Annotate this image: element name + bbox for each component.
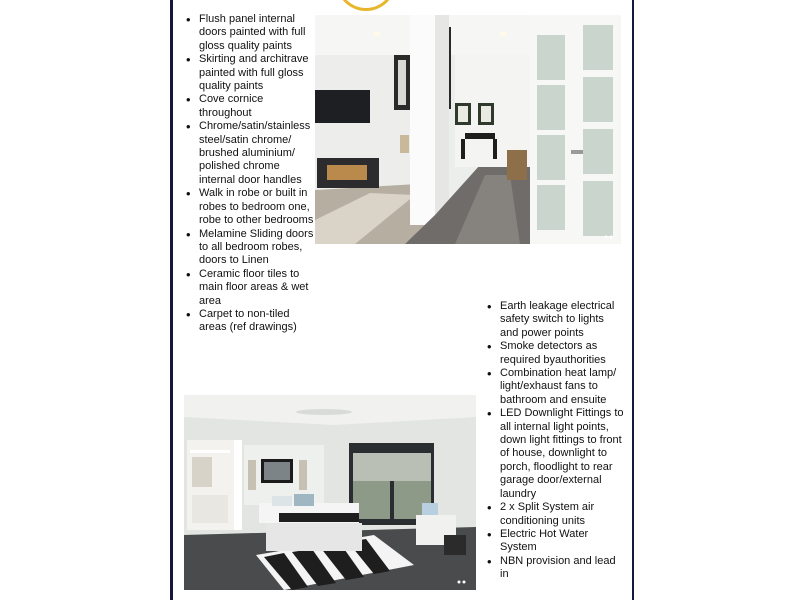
feature-item: • Melamine Sliding doors to all bedroom robes, doors to Linen — [184, 228, 316, 268]
feature-item: • Combination heat lamp/ light/exhaust fans to bathroom and ensuite — [485, 367, 625, 407]
hallway-photo — [315, 15, 621, 244]
feature-item: • LED Downlight Fittings to all internal light points, down light fittings to front of house, downlight to porch, floodlight to rear garage door/external laundry — [485, 407, 625, 501]
features-list-electrical — [485, 300, 625, 582]
features-list-interior — [184, 13, 316, 335]
feature-item: • Ceramic floor tiles to main floor areas & wet area — [184, 268, 316, 308]
feature-item: • Skirting and architrave painted with full gloss quality paints — [184, 53, 316, 93]
feature-item: • Smoke detectors as required byauthorities — [485, 340, 625, 367]
feature-item: • Chrome/satin/stainless steel/satin chrome/ brushed aluminium/ polished chrome internal door handles — [184, 120, 316, 187]
page-edge-left — [170, 0, 173, 600]
decorative-arc — [336, 0, 396, 11]
feature-item: • Earth leakage electrical safety switch to lights and power points — [485, 300, 625, 340]
feature-item: • Walk in robe or built in robes to bedroom one, robe to other bedrooms — [184, 187, 316, 227]
feature-item: • NBN provision and lead in — [485, 555, 625, 582]
feature-item: • Flush panel internal doors painted with full gloss quality paints — [184, 13, 316, 53]
feature-item: • Electric Hot Water System — [485, 528, 625, 555]
feature-item: • Carpet to non-tiled areas (ref drawings) — [184, 308, 316, 335]
bedroom-photo — [184, 395, 476, 590]
page-edge-right — [632, 0, 634, 600]
feature-item: • Cove cornice throughout — [184, 93, 316, 120]
feature-item: • 2 x Split System air conditioning units — [485, 501, 625, 528]
